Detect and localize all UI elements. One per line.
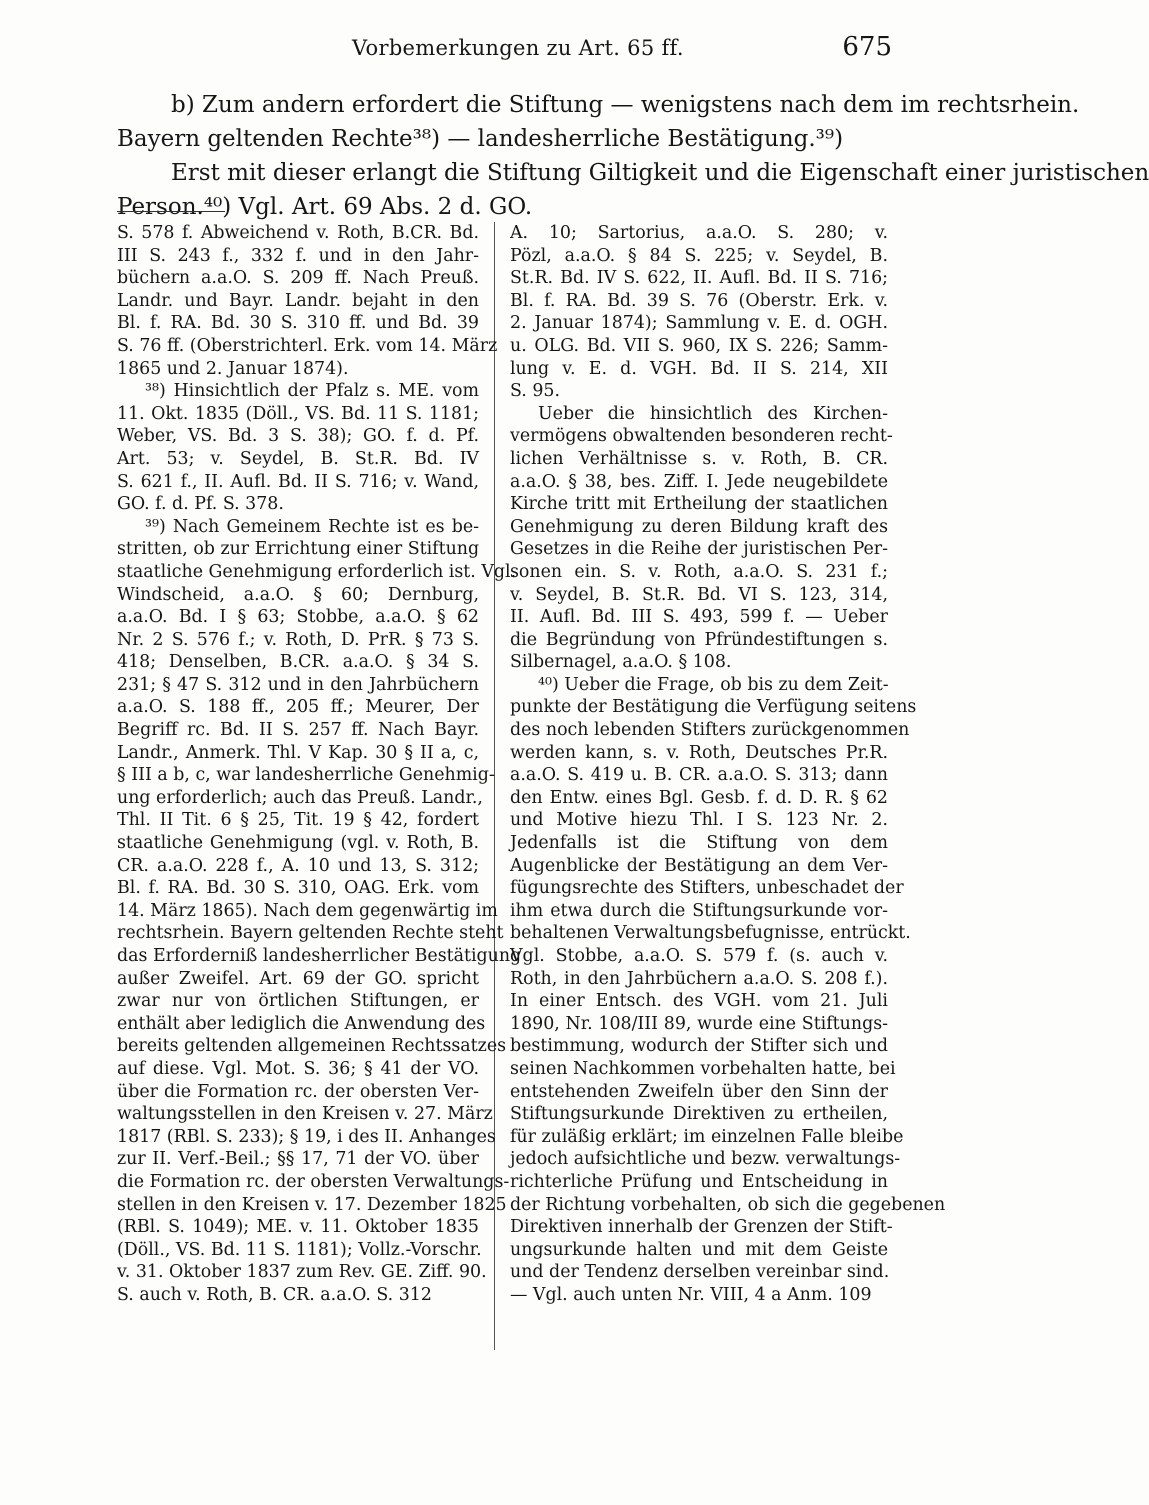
text-line: staatliche Genehmigung erforderlich ist. Vgl. [117, 561, 517, 582]
text-line: Pözl, a.a.O. § 84 S. 225; v. Seydel, B. [510, 245, 888, 266]
text-line: ³⁸) Hinsichtlich der Pfalz s. ME. vom [145, 381, 479, 402]
text-line: S. 76 ff. (Oberstrichterl. Erk. vom 14. März [117, 335, 498, 356]
text-line: Bl. f. RA. Bd. 39 S. 76 (Oberstr. Erk. v. [510, 290, 888, 311]
text-line: Bl. f. RA. Bd. 30 S. 310, OAG. Erk. vom [117, 878, 479, 899]
text-line: II. Aufl. Bd. III S. 493, 599 f. — Ueber [510, 607, 888, 628]
intro-line: b) Zum andern erfordert die Stiftung — wenigstens nach dem im rechtsrhein. [171, 92, 1080, 118]
running-title: Vorbemerkungen zu Art. 65 ff. [352, 36, 684, 60]
text-line: Windscheid, a.a.O. § 60; Dernburg, [117, 584, 479, 605]
text-line: 1865 und 2. Januar 1874). [117, 358, 349, 379]
text-line: 1890, Nr. 108/III 89, wurde eine Stiftungs- [510, 1013, 888, 1034]
text-line: Genehmigung zu deren Bildung kraft des [510, 516, 888, 537]
text-line: lung v. E. d. VGH. Bd. II S. 214, XII [510, 358, 888, 379]
text-line: stellen in den Kreisen v. 17. Dezember 1825 [117, 1194, 507, 1215]
text-line: rechtsrhein. Bayern geltenden Rechte steht [117, 923, 504, 944]
text-line: behaltenen Verwaltungsbefugnisse, entrückt. [510, 923, 911, 944]
text-line: Nr. 2 S. 576 f.; v. Roth, D. PrR. § 73 S. [117, 629, 479, 650]
text-line: werden kann, s. v. Roth, Deutsches Pr.R. [510, 742, 888, 763]
page-header [0, 30, 1000, 70]
text-line: Kirche tritt mit Ertheilung der staatlichen [510, 494, 888, 515]
text-line: Thl. II Tit. 6 § 25, Tit. 19 § 42, fordert [117, 810, 479, 831]
text-line: die Formation rc. der obersten Verwaltungs- [117, 1171, 510, 1192]
text-line: jedoch aufsichtliche und bezw. verwaltungs- [510, 1149, 901, 1170]
text-line: waltungsstellen in den Kreisen v. 27. März [117, 1104, 493, 1125]
intro-paragraph [117, 88, 1149, 224]
text-line: ihm etwa durch die Stiftungsurkunde vor- [510, 900, 888, 921]
text-line: des noch lebenden Stifters zurückgenommen [510, 720, 910, 741]
text-line: Weber, VS. Bd. 3 S. 38); GO. f. d. Pf. [117, 426, 479, 447]
text-line: S. auch v. Roth, B. CR. a.a.O. S. 312 [117, 1284, 432, 1305]
text-line: für zuläßig erklärt; im einzelnen Falle bleibe [510, 1126, 904, 1147]
text-line: auf diese. Vgl. Mot. S. 36; § 41 der VO. [117, 1058, 479, 1079]
text-line: III S. 243 f., 332 f. und in den Jahr- [117, 245, 479, 266]
text-line: die Begründung von Pfründestiftungen s. [510, 629, 888, 650]
text-line: St.R. Bd. IV S. 622, II. Aufl. Bd. II S. 716; [510, 268, 888, 289]
text-line: a.a.O. § 38, bes. Ziff. I. Jede neugebildete [510, 471, 888, 492]
text-line: staatliche Genehmigung (vgl. v. Roth, B. [117, 833, 479, 854]
text-line: über die Formation rc. der obersten Ver- [117, 1081, 479, 1102]
text-line: CR. a.a.O. 228 f., A. 10 und 13, S. 312; [117, 855, 479, 876]
text-line: 1817 (RBl. S. 233); § 19, i des II. Anhanges [117, 1126, 496, 1147]
text-line: u. OLG. Bd. VII S. 960, IX S. 226; Samm- [510, 335, 888, 356]
text-line: lichen Verhältnisse s. v. Roth, B. CR. [510, 448, 888, 469]
text-line: Bl. f. RA. Bd. 30 S. 310 ff. und Bd. 39 [117, 313, 479, 334]
intro-line: Erst mit dieser erlangt die Stiftung Giltigkeit und die Eigenschaft einer juristischen [171, 160, 1149, 186]
text-line: 14. März 1865). Nach dem gegenwärtig im [117, 900, 498, 921]
intro-line: Bayern geltenden Rechte³⁸) — landesherrliche Bestätigung.³⁹) [117, 126, 844, 152]
text-line: (Döll., VS. Bd. 11 S. 1181); Vollz.-Vorschr. [117, 1239, 482, 1260]
text-line: enthält aber lediglich die Anwendung des [117, 1013, 486, 1034]
text-line: S. 95. [510, 381, 561, 402]
text-line: stritten, ob zur Errichtung einer Stiftung [117, 539, 480, 560]
footnotes-left-column [117, 222, 522, 1307]
text-line: sonen ein. S. v. Roth, a.a.O. S. 231 f.; [510, 561, 888, 582]
text-line: (RBl. S. 1049); ME. v. 11. Oktober 1835 [117, 1217, 479, 1238]
text-line: Landr., Anmerk. Thl. V Kap. 30 § II a, c, [117, 742, 479, 763]
text-line: A. 10; Sartorius, a.a.O. S. 280; v. [510, 223, 888, 243]
text-line: Ueber die hinsichtlich des Kirchen- [538, 403, 888, 424]
text-line: und Motive hiezu Thl. I S. 123 Nr. 2. [510, 810, 888, 831]
text-line: ³⁹) Nach Gemeinem Rechte ist es be- [145, 516, 479, 537]
text-line: ungsurkunde halten und mit dem Geiste [510, 1239, 888, 1260]
text-line: Direktiven innerhalb der Grenzen der Stift- [510, 1217, 893, 1238]
text-line: v. Seydel, B. St.R. Bd. VI S. 123, 314, [510, 584, 888, 605]
text-line: bestimmung, wodurch der Stifter sich und [510, 1036, 888, 1057]
text-line: S. 621 f., II. Aufl. Bd. II S. 716; v. Wand, [117, 471, 479, 492]
text-line: Jedenfalls ist die Stiftung von dem [510, 833, 888, 854]
text-line: Augenblicke der Bestätigung an dem Ver- [510, 855, 888, 876]
text-line: und der Tendenz derselben vereinbar sind. [510, 1262, 890, 1283]
text-line: GO. f. d. Pf. S. 378. [117, 494, 284, 515]
text-line: ung erforderlich; auch das Preuß. Landr., [117, 787, 483, 808]
page-number: 675 [842, 32, 892, 62]
text-line: vermögens obwaltenden besonderen recht- [510, 426, 893, 447]
text-line: a.a.O. S. 419 u. B. CR. a.a.O. S. 313; dann [510, 765, 888, 786]
text-line: außer Zweifel. Art. 69 der GO. spricht [117, 968, 479, 989]
text-line: Landr. und Bayr. Landr. bejaht in den [117, 290, 479, 311]
text-line: a.a.O. Bd. I § 63; Stobbe, a.a.O. § 62 [117, 607, 479, 628]
text-line: In einer Entsch. des VGH. vom 21. Juli [510, 991, 888, 1012]
text-line: Gesetzes in die Reihe der juristischen Per- [510, 539, 888, 560]
footnotes-right-column [510, 222, 946, 1307]
text-line: büchern a.a.O. S. 209 ff. Nach Preuß. [117, 268, 479, 289]
text-line: den Entw. eines Bgl. Gesb. f. d. D. R. § 62 [510, 787, 888, 808]
text-line: 231; § 47 S. 312 und in den Jahrbüchern [117, 674, 479, 695]
text-line: zur II. Verf.-Beil.; §§ 17, 71 der VO. über [117, 1149, 479, 1170]
text-line: zwar nur von örtlichen Stiftungen, er [117, 991, 479, 1012]
text-line: fügungsrechte des Stifters, unbeschadet der [510, 878, 904, 899]
text-line: § III a b, c, war landesherrliche Genehmig- [117, 765, 495, 786]
text-line: Begriff rc. Bd. II S. 257 ff. Nach Bayr. [117, 720, 479, 741]
text-line: bereits geltenden allgemeinen Rechtssatzes [117, 1036, 507, 1057]
text-line: S. 578 f. Abweichend v. Roth, B.CR. Bd. [117, 223, 479, 243]
text-line: a.a.O. S. 188 ff., 205 ff.; Meurer, Der [117, 697, 479, 718]
text-line: der Richtung vorbehalten, ob sich die gegebenen [510, 1194, 946, 1215]
text-line: Silbernagel, a.a.O. § 108. [510, 652, 732, 673]
text-line: das Erforderniß landesherrlicher Bestätigung [117, 946, 522, 966]
text-line: 11. Okt. 1835 (Döll., VS. Bd. 11 S. 1181; [117, 403, 479, 424]
footnote-separator-rule [117, 211, 225, 212]
text-line: v. 31. Oktober 1837 zum Rev. GE. Ziff. 90. [117, 1262, 487, 1283]
text-line: seinen Nachkommen vorbehalten hatte, bei [510, 1058, 896, 1079]
text-line: punkte der Bestätigung die Verfügung seitens [510, 697, 917, 718]
text-line: — Vgl. auch unten Nr. VIII, 4 a Anm. 109 [510, 1284, 872, 1305]
text-line: Vgl. Stobbe, a.a.O. S. 579 f. (s. auch v. [510, 946, 888, 966]
text-line: richterliche Prüfung und Entscheidung in [510, 1171, 888, 1192]
text-line: ⁴⁰) Ueber die Frage, ob bis zu dem Zeit- [538, 674, 889, 695]
text-line: 2. Januar 1874); Sammlung v. E. d. OGH. [510, 313, 888, 334]
text-line: Art. 53; v. Seydel, B. St.R. Bd. IV [117, 448, 479, 469]
intro-line: Person.⁴⁰) Vgl. Art. 69 Abs. 2 d. GO. [117, 194, 533, 220]
text-line: entstehenden Zweifeln über den Sinn der [510, 1081, 888, 1102]
text-line: Roth, in den Jahrbüchern a.a.O. S. 208 f.). [510, 968, 888, 989]
text-line: Stiftungsurkunde Direktiven zu ertheilen, [510, 1104, 888, 1125]
text-line: 418; Denselben, B.CR. a.a.O. § 34 S. [117, 652, 479, 673]
